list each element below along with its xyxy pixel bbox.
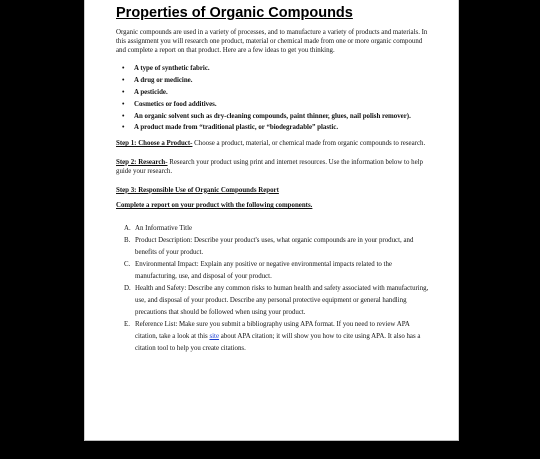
component-letter: A. [124, 225, 131, 233]
intro-paragraph: Organic compounds are used in a variety of processes, and to manufacture a variety of products and materials. In this assignment you will research one product, material or chemical made from one or more organic compound and complete a report on that product. Here are a few ideas to get you thinking. [116, 29, 428, 54]
idea-item: • Cosmetics or food additives. [134, 99, 431, 111]
document-page [84, 0, 459, 441]
reference-text-before: Reference List: Make sure you submit a bibliography using APA format. If you need to review APA citation, take a look at this [135, 321, 410, 341]
step-1-text: Choose a product, material, or chemical made from organic compounds to research. [192, 140, 426, 148]
step-1-label: Step 1: Choose a Product- [116, 140, 193, 148]
step-2 [116, 159, 431, 177]
idea-item: • A drug or medicine. [134, 75, 431, 87]
page-title: Properties of Organic Compounds [116, 5, 353, 21]
component-item [124, 259, 431, 283]
apa-site-link[interactable]: site [209, 333, 220, 341]
component-letter: B. [124, 237, 131, 245]
component-item [124, 283, 431, 319]
component-item [124, 319, 431, 355]
component-letter: D. [124, 285, 131, 293]
step-3 [116, 187, 431, 196]
component-item [124, 223, 431, 235]
ideas-list [116, 63, 431, 134]
component-letter: C. [124, 261, 131, 269]
step-2-text: Research your product using print and internet resources. Use the information below to help guide your research. [116, 158, 424, 175]
component-letter: E. [124, 321, 130, 329]
idea-item: • A type of synthetic fabric. [134, 63, 431, 75]
idea-item: • An organic solvent such as dry-cleaning compounds, paint thinner, glues, nail polish remover). [134, 111, 431, 123]
step-2-label: Step 2: Research- [116, 158, 168, 166]
document-body [116, 29, 431, 355]
step-1 [116, 140, 431, 149]
component-item [124, 235, 431, 259]
step-3-label: Step 3: Responsible Use of Organic Compounds Report [116, 186, 279, 194]
idea-item: • A pesticide. [134, 87, 431, 99]
component-text: An Informative Title [135, 225, 193, 233]
component-text: Product Description: Describe your product's uses, what organic compounds are in your product, and benefits of your product. [135, 237, 414, 257]
components-list [124, 223, 431, 355]
reference-text-after: about APA citation; it will show you how to cite using APA. It also has a citation tool to help you create citations. [135, 333, 421, 353]
component-text: Environmental Impact: Explain any positive or negative environmental impacts related to the manufacturing, use, and disposal of your product. [135, 261, 392, 281]
component-text: Health and Safety: Describe any common risks to human health and safety associated with manufacturing, use, and disposal of your product. Describe any personal protective equipment or general handling precautions that should be followed when using your product. [135, 285, 429, 317]
idea-item: • A product made from “traditional plastic, or “biodegradable” plastic. [134, 122, 431, 134]
report-heading: Complete a report on your product with the following components. [116, 202, 313, 210]
